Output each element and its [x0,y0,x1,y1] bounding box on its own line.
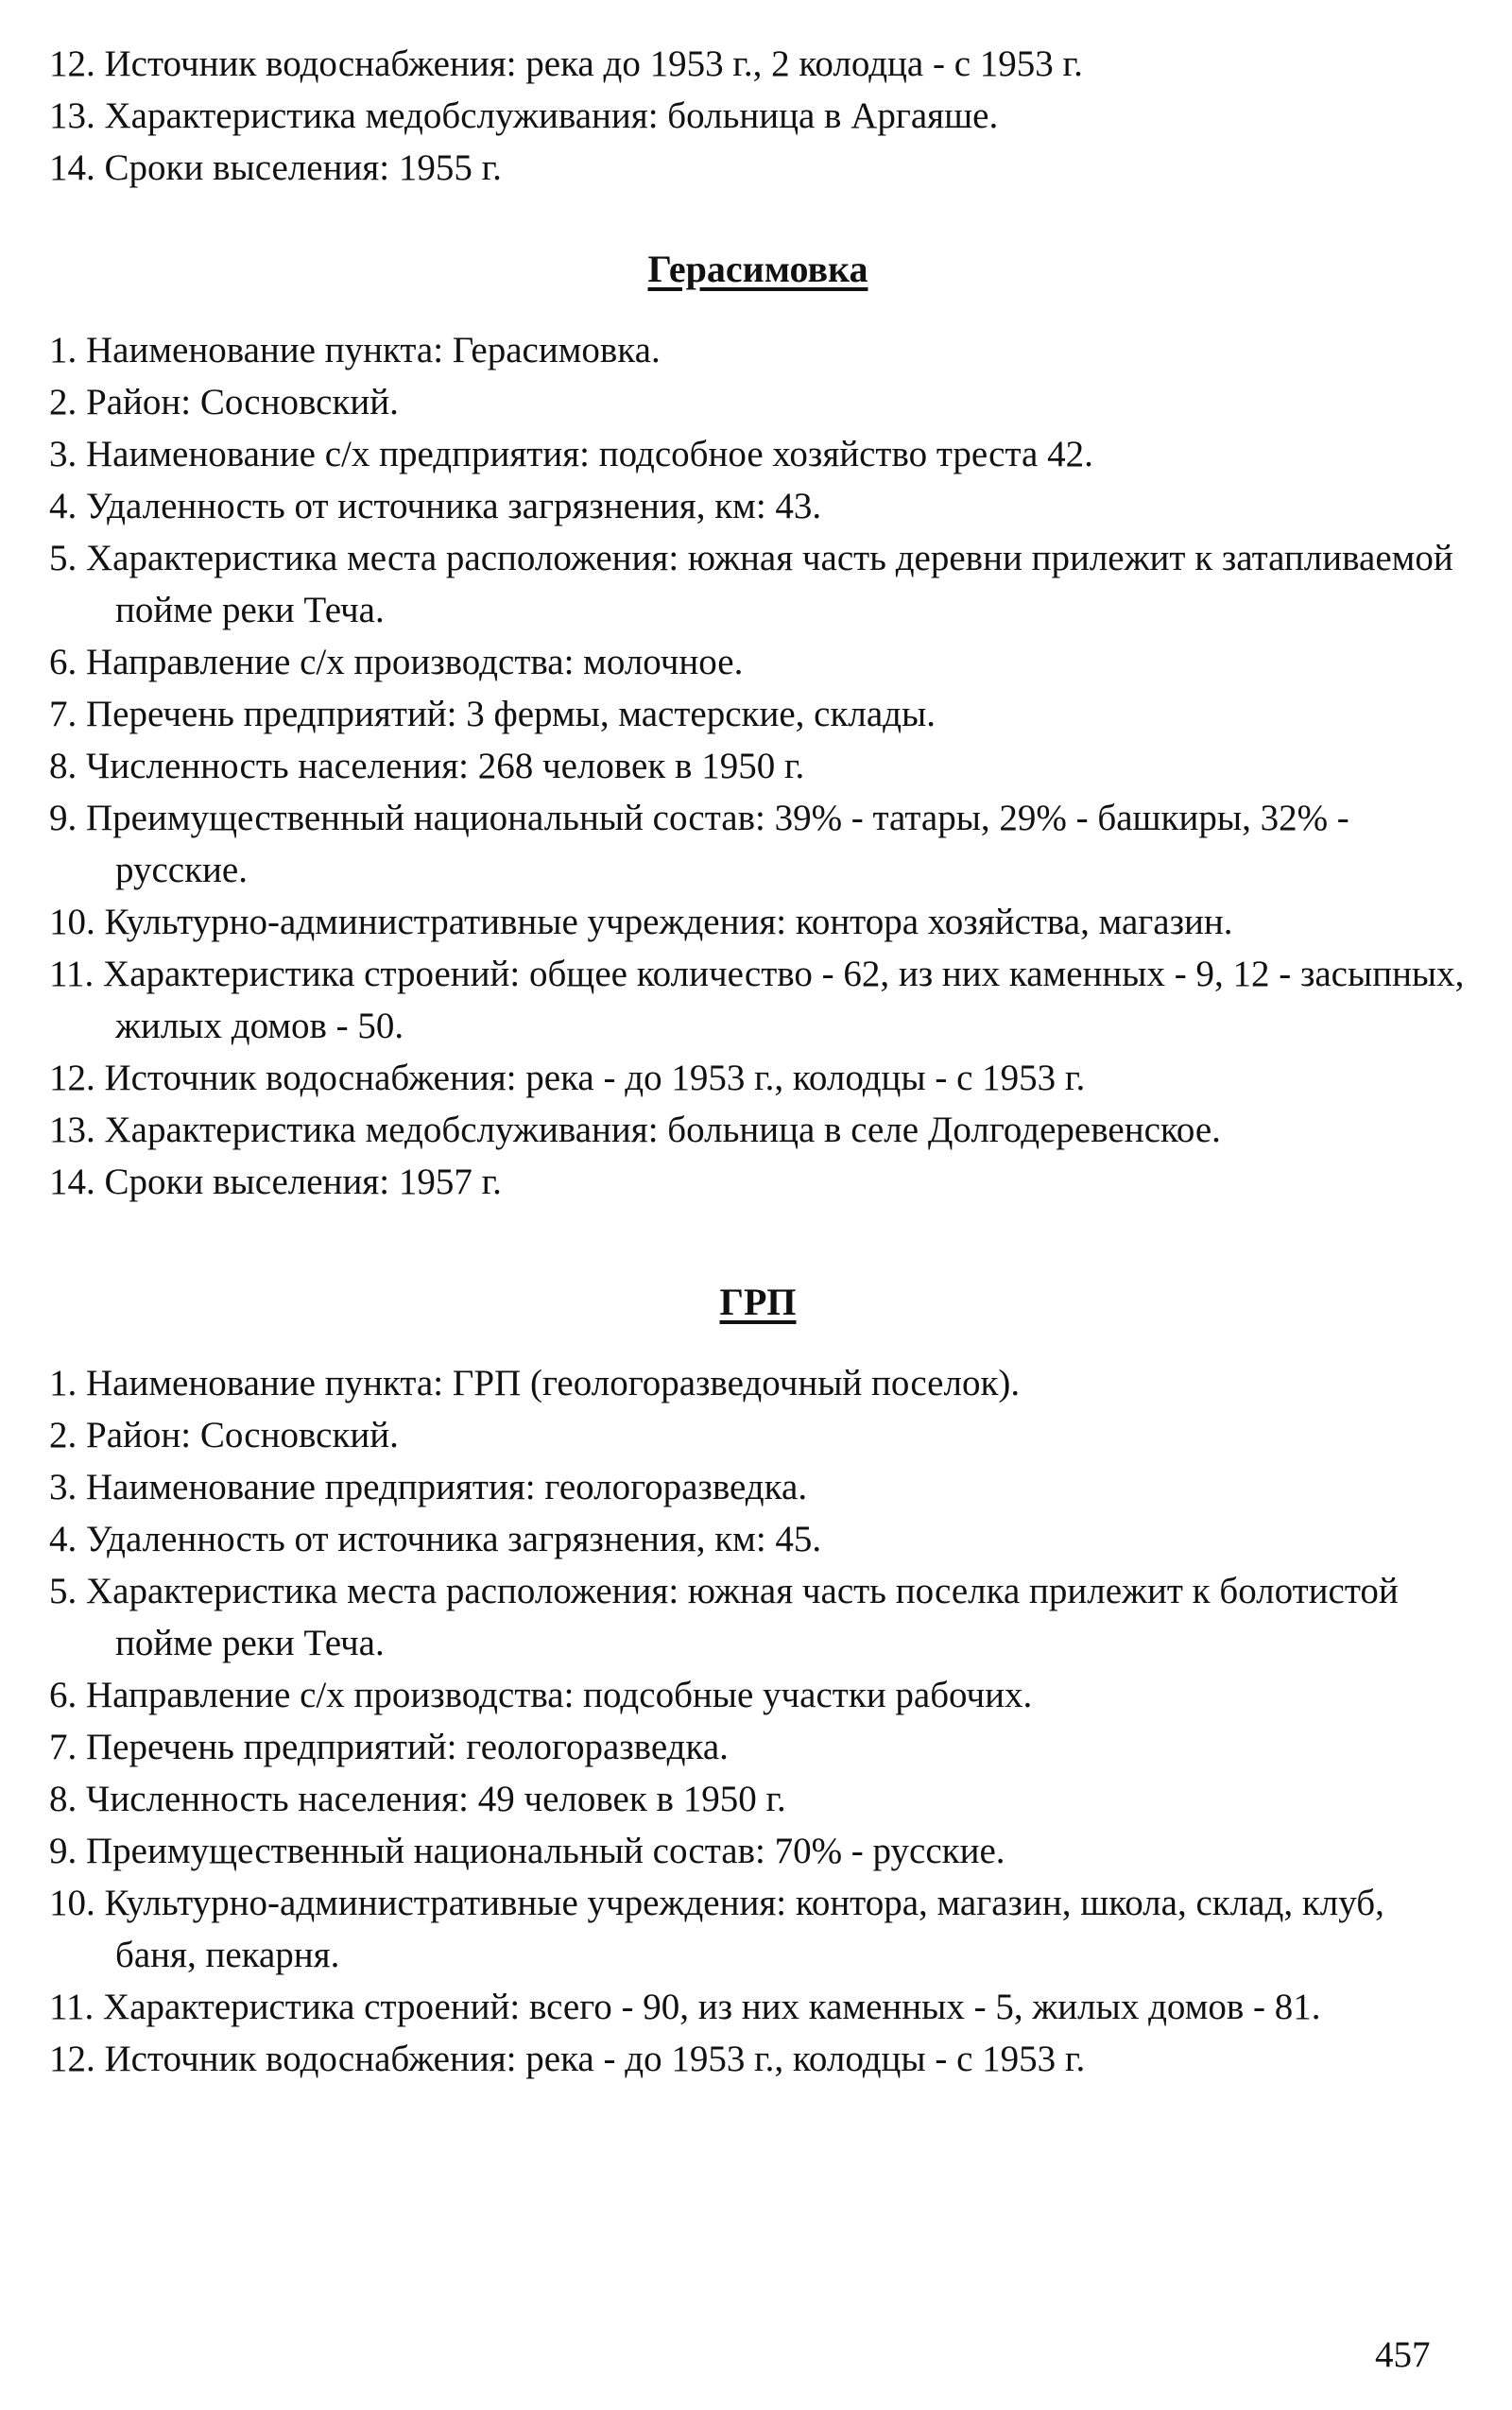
list-item: 1. Наименование пункта: Герасимовка. [49,330,661,370]
page-number: 457 [1375,2334,1431,2375]
list-item: 8. Численность населения: 49 человек в 1950 г. [49,1779,786,1819]
list-item: 4. Удаленность от источника загрязнения, км: 45. [49,1519,822,1559]
section-grp [49,1276,1467,2085]
list-item: 12. Источник водоснабжения: река - до 1953 г., колодцы - с 1953 г. [49,2039,1086,2079]
list-item: 1. Наименование пункта: ГРП (геологоразведочный поселок). [49,1363,1021,1403]
section-list [49,1357,1467,2085]
list-item: 2. Район: Сосновский. [49,382,399,422]
list-item: 5. Характеристика места расположения: южная часть деревни прилежит к затапливаемой пойме реки Теча. [49,538,1453,630]
list-item: 7. Перечень предприятий: геологоразведка. [49,1727,729,1767]
list-item: 14. Сроки выселения: 1955 г. [49,147,502,188]
list-item: 6. Направление с/х производства: подсобные участки рабочих. [49,1675,1033,1715]
list-item: 11. Характеристика строений: общее количество - 62, из них каменных - 9, 12 - засыпных, жилых домов - 50. [49,954,1465,1046]
list-item: 5. Характеристика места расположения: южная часть поселка прилежит к болотистой пойме реки Теча. [49,1571,1399,1663]
list-item: 14. Сроки выселения: 1957 г. [49,1162,502,1202]
continued-list [49,38,1467,194]
section-title: ГРП [719,1281,797,1323]
section-title: Герасимовка [647,248,868,290]
list-item: 3. Наименование с/х предприятия: подсобное хозяйство треста 42. [49,434,1093,474]
list-item: 7. Перечень предприятий: 3 фермы, мастерские, склады. [49,694,936,734]
list-item: 13. Характеристика медобслуживания: больница в Аргаяше. [49,95,999,136]
section-gerasimovka [49,243,1467,1208]
list-item: 12. Источник водоснабжения: река - до 1953 г., колодцы - с 1953 г. [49,1058,1086,1098]
list-item: 6. Направление с/х производства: молочное. [49,642,744,682]
list-item: 2. Район: Сосновский. [49,1415,399,1455]
document-page [49,38,1467,2085]
list-item: 13. Характеристика медобслуживания: больница в селе Долгодеревенское. [49,1110,1221,1150]
section-list [49,324,1467,1208]
list-item: 10. Культурно-административные учреждения: контора хозяйства, магазин. [49,902,1233,942]
list-item: 10. Культурно-административные учреждения: контора, магазин, школа, склад, клуб, баня, пекарня. [49,1883,1384,1975]
list-item: 3. Наименование предприятия: геологоразведка. [49,1467,808,1507]
list-item: 9. Преимущественный национальный состав: 39% - татары, 29% - башкиры, 32% - русские. [49,798,1349,890]
list-item: 9. Преимущественный национальный состав: 70% - русские. [49,1831,1005,1871]
list-item: 12. Источник водоснабжения: река до 1953 г., 2 колодца - с 1953 г. [49,43,1083,84]
list-item: 8. Численность населения: 268 человек в 1950 г. [49,746,805,786]
list-item: 4. Удаленность от источника загрязнения, км: 43. [49,486,822,526]
list-item: 11. Характеристика строений: всего - 90, из них каменных - 5, жилых домов - 81. [49,1987,1321,2027]
